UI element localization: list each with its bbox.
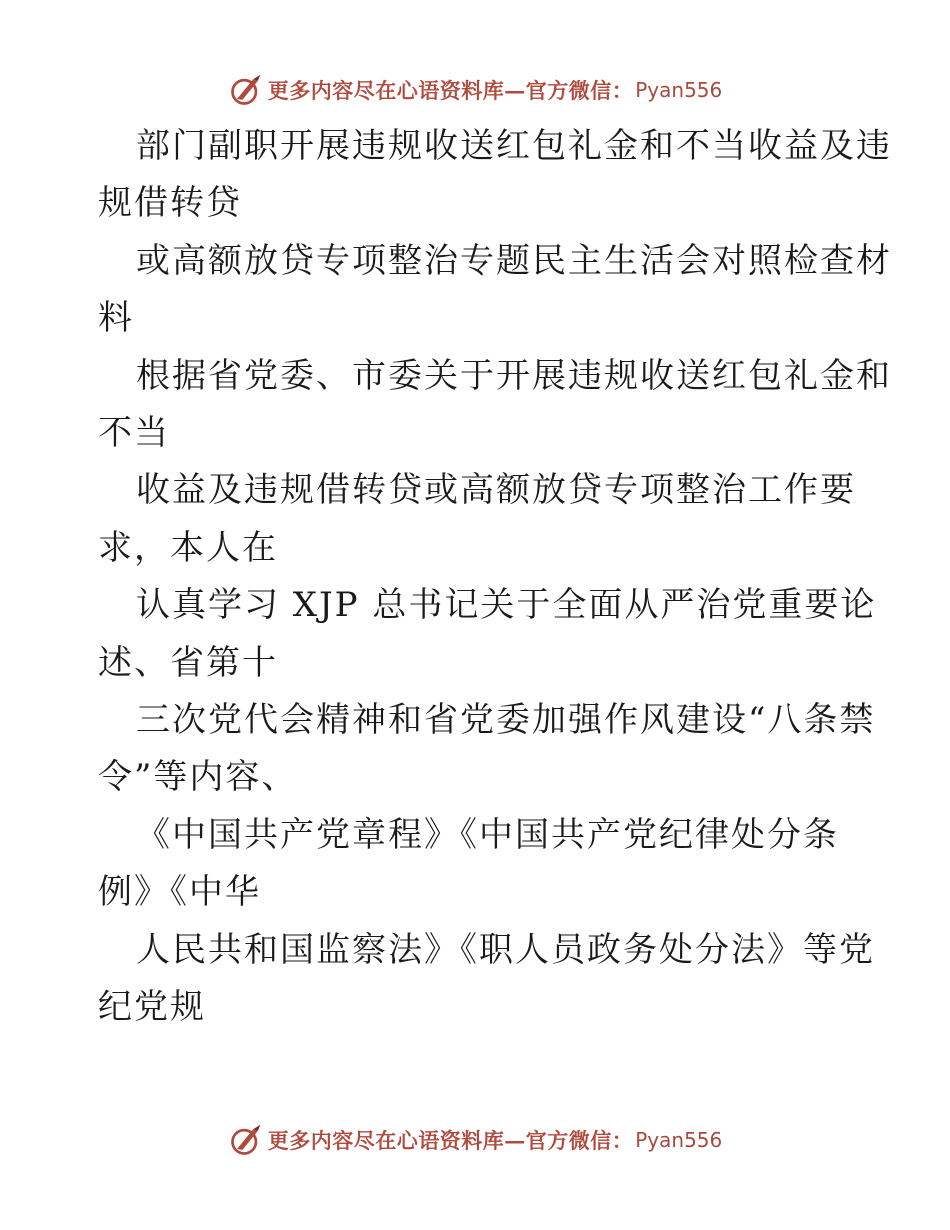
- body-line: 《中国共产党章程》《中国共产党纪律处分条: [136, 814, 839, 855]
- document-body: [98, 118, 892, 1037]
- body-line: 述、省第十: [98, 642, 278, 683]
- body-line: 纪党规: [98, 987, 206, 1028]
- body-line: 或高额放贷专项整治专题民主生活会对照检查材: [136, 240, 892, 281]
- header-wechat-id: Pyan556: [635, 78, 723, 102]
- footer-wechat-id: Pyan556: [635, 1128, 723, 1152]
- body-line: 不当: [98, 413, 170, 454]
- quill-pen-logo-icon: [228, 72, 264, 108]
- header-banner-text: 更多内容尽在心语资料库—官方微信：: [267, 78, 634, 103]
- body-line: 认真学习 XJP 总书记关于全面从严治党重要论: [136, 585, 877, 626]
- body-line: 求，本人在: [98, 527, 278, 568]
- quill-pen-logo-icon: [228, 1122, 264, 1158]
- body-line: 收益及违规借转贷或高额放贷专项整治工作要: [136, 470, 856, 511]
- body-line: 规借转贷: [98, 183, 242, 224]
- body-line: 部门副职开展违规收送红包礼金和不当收益及违: [136, 126, 892, 166]
- footer-banner: [0, 1120, 950, 1160]
- body-line: 根据省党委、市委关于开展违规收送红包礼金和: [136, 355, 892, 396]
- body-line: 例》《中华: [98, 872, 261, 913]
- body-line: 料: [98, 298, 134, 339]
- body-line: 三次党代会精神和省党委加强作风建设“八条禁: [136, 700, 876, 741]
- header-banner: [0, 70, 950, 110]
- footer-banner-text: 更多内容尽在心语资料库—官方微信：: [267, 1128, 634, 1153]
- body-line: 令”等内容、: [98, 757, 298, 798]
- body-line: 人民共和国监察法》《职人员政务处分法》等党: [136, 929, 875, 970]
